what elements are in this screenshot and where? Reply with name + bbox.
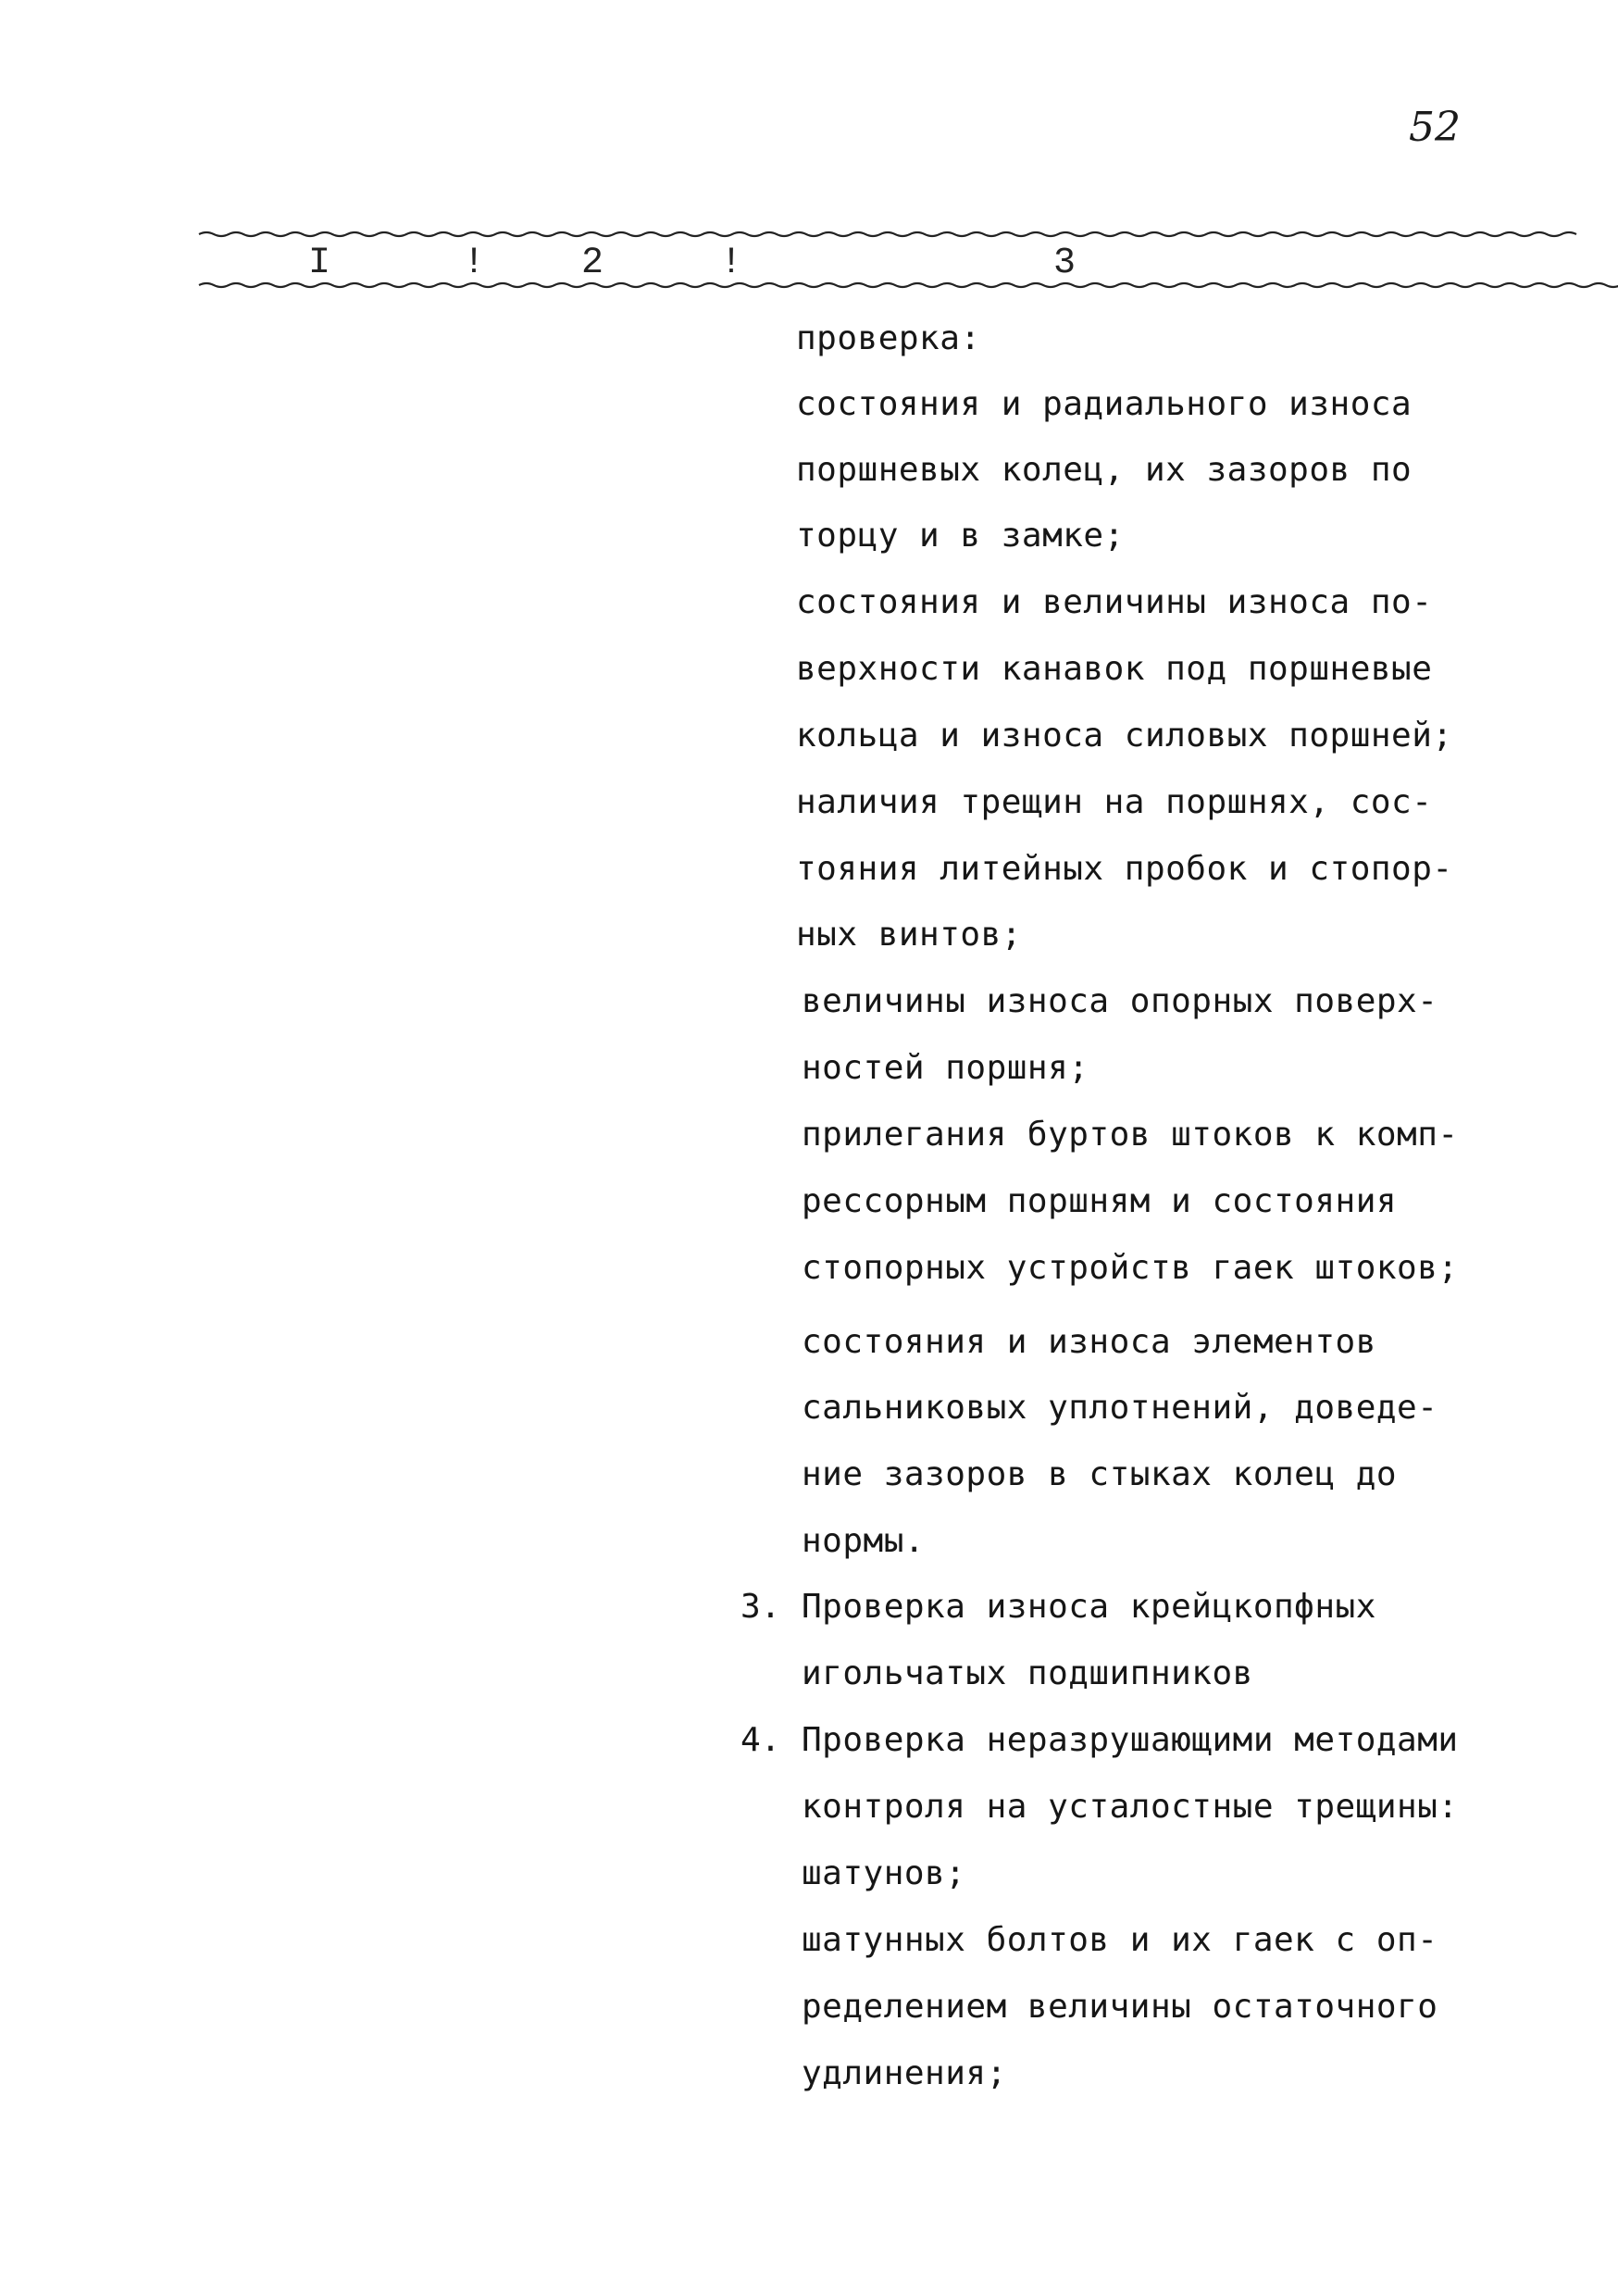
text-line: ределением величины остаточного (802, 1988, 1438, 2026)
column-header-2: 2 (581, 243, 604, 284)
text-line: верхности канавок под поршневые (796, 650, 1433, 688)
text-line: ностей поршня; (802, 1049, 1089, 1087)
text-line: нормы. (802, 1522, 926, 1560)
text-line: шатунных болтов и их гаек с оп- (802, 1921, 1438, 1959)
text-line: состояния и радиального износа (796, 385, 1413, 423)
text-line: состояния и износа элементов (802, 1323, 1376, 1361)
text-line: стопорных устройств гаек штоков; (802, 1249, 1459, 1287)
page-number: 52 (1409, 104, 1461, 151)
text-line: торцу и в замке; (796, 517, 1125, 555)
text-line: кольца и износа силовых поршней; (796, 717, 1453, 755)
text-line: рессорным поршням и состояния (802, 1182, 1398, 1220)
text-line: сальниковых уплотнений, доведе- (802, 1389, 1438, 1427)
text-line: ние зазоров в стыках колец до (802, 1455, 1398, 1493)
text-line: игольчатых подшипников (802, 1654, 1253, 1692)
table-header-rules (0, 0, 1618, 315)
column-separator-1: ! (463, 243, 486, 284)
item-number: 3. (741, 1588, 781, 1626)
item-number: 4. (741, 1721, 781, 1759)
text-line: величины износа опорных поверх- (802, 982, 1438, 1020)
column-separator-2: ! (720, 243, 743, 284)
text-line: проверка: (796, 319, 981, 357)
text-line: Проверка неразрушающими методами (802, 1721, 1459, 1759)
text-line: поршневых колец, их зазоров по (796, 451, 1413, 489)
text-line: прилегания буртов штоков к комп- (802, 1116, 1459, 1154)
text-line: Проверка износа крейцкопфных (802, 1588, 1376, 1626)
text-line: ных винтов; (796, 916, 1022, 954)
text-line: контроля на усталостные трещины: (802, 1788, 1459, 1826)
column-header-1: I (308, 243, 331, 284)
top-rule (199, 232, 1576, 236)
text-line: тояния литейных пробок и стопор- (796, 850, 1453, 888)
text-line: наличия трещин на поршнях, сос- (796, 783, 1433, 821)
text-line: состояния и величины износа по- (796, 583, 1433, 621)
column-header-3: 3 (1053, 243, 1077, 284)
text-line: шатунов; (802, 1854, 966, 1892)
bottom-rule (199, 283, 1618, 287)
text-line: удлинения; (802, 2054, 1007, 2092)
